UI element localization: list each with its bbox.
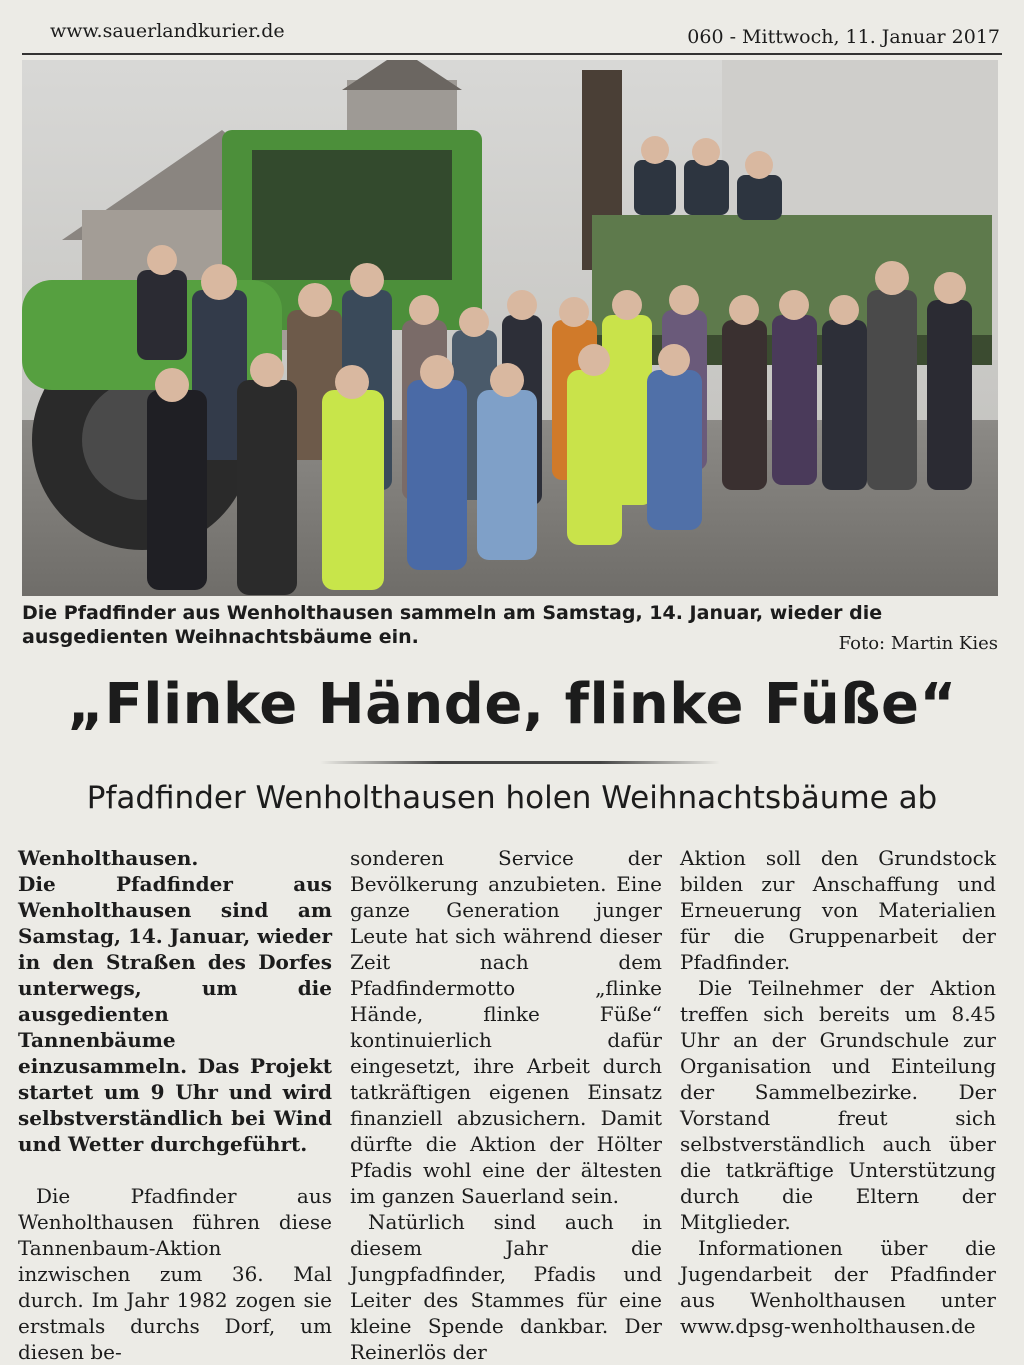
paragraph-1a: Die Pfadfinder aus Wenholthausen führen diese Tannenbaum-Aktion inzwischen zum 36. Mal durch. Im Jahr 1982 zogen sie erstmals durchs Dorf, um diesen be- xyxy=(18,1184,332,1364)
header-url: www.sauerlandkurier.de xyxy=(50,20,285,42)
header-date: 060 - Mittwoch, 11. Januar 2017 xyxy=(687,26,1000,48)
paragraph-4: Informationen über die Jugendarbeit der Pfadfinder aus Wenholthausen unter www.dpsg-wenholthausen.de xyxy=(680,1236,996,1338)
column-2 xyxy=(350,845,662,1365)
lead-paragraph: Die Pfadfinder aus Wenholthausen sind am Samstag, 14. Januar, wieder in den Straßen des Dorfes unterwegs, um die ausgedienten Tannenbäume einzusammeln. Das Projekt startet um 9 Uhr und wird selbstverständlich bei Wind und Wetter durchgeführt. xyxy=(18,872,332,1156)
column-3 xyxy=(680,845,996,1339)
paragraph-2a: Natürlich sind auch in diesem Jahr die Jungpfadfinder, Pfadis und Leiter des Stammes für eine kleine Spende dankbar. Der Reinerlös der xyxy=(350,1210,662,1364)
paragraph-3: Die Teilnehmer der Aktion treffen sich bereits um 8.45 Uhr an der Grundschule zur Organisation und Einteilung der Sammelbezirke. Der Vorstand freut sich selbstverständlich auch über die tatkräftige Unterstützung durch die Eltern der Mitglieder. xyxy=(680,976,996,1234)
photo-credit: Foto: Martin Kies xyxy=(838,633,998,654)
photo-caption: Die Pfadfinder aus Wenholthausen sammeln am Samstag, 14. Januar, wieder die ausgedienten Weihnachtsbäume ein. xyxy=(22,602,883,648)
subheadline: Pfadfinder Wenholthausen holen Weihnachtsbäume ab xyxy=(86,780,938,816)
column-1 xyxy=(18,845,332,1365)
header-rule xyxy=(22,53,1002,55)
paragraph-1b: sonderen Service der Bevölkerung anzubieten. Eine ganze Generation junger Leute hat sich während dieser Zeit nach dem Pfadfindermotto „flinke Hände, flinke Füße“ kontinuierlich dafür eingesetzt, ihre Arbeit durch tatkräftigen eigenen Einsatz finanziell abzusichern. Damit dürfte die Aktion der Hölter Pfadis wohl eine der ältesten im ganzen Sauerland sein. xyxy=(350,846,662,1208)
group-photo xyxy=(22,60,998,596)
headline: „Flinke Hände, flinke Füße“ xyxy=(67,672,957,737)
paragraph-2b: Aktion soll den Grundstock bilden zur Anschaffung und Erneuerung von Materialien für die Gruppenarbeit der Pfadfinder. xyxy=(680,846,996,974)
photo-illustration xyxy=(22,60,998,596)
headline-rule xyxy=(320,761,720,764)
dateline: Wenholthausen. xyxy=(18,846,199,870)
